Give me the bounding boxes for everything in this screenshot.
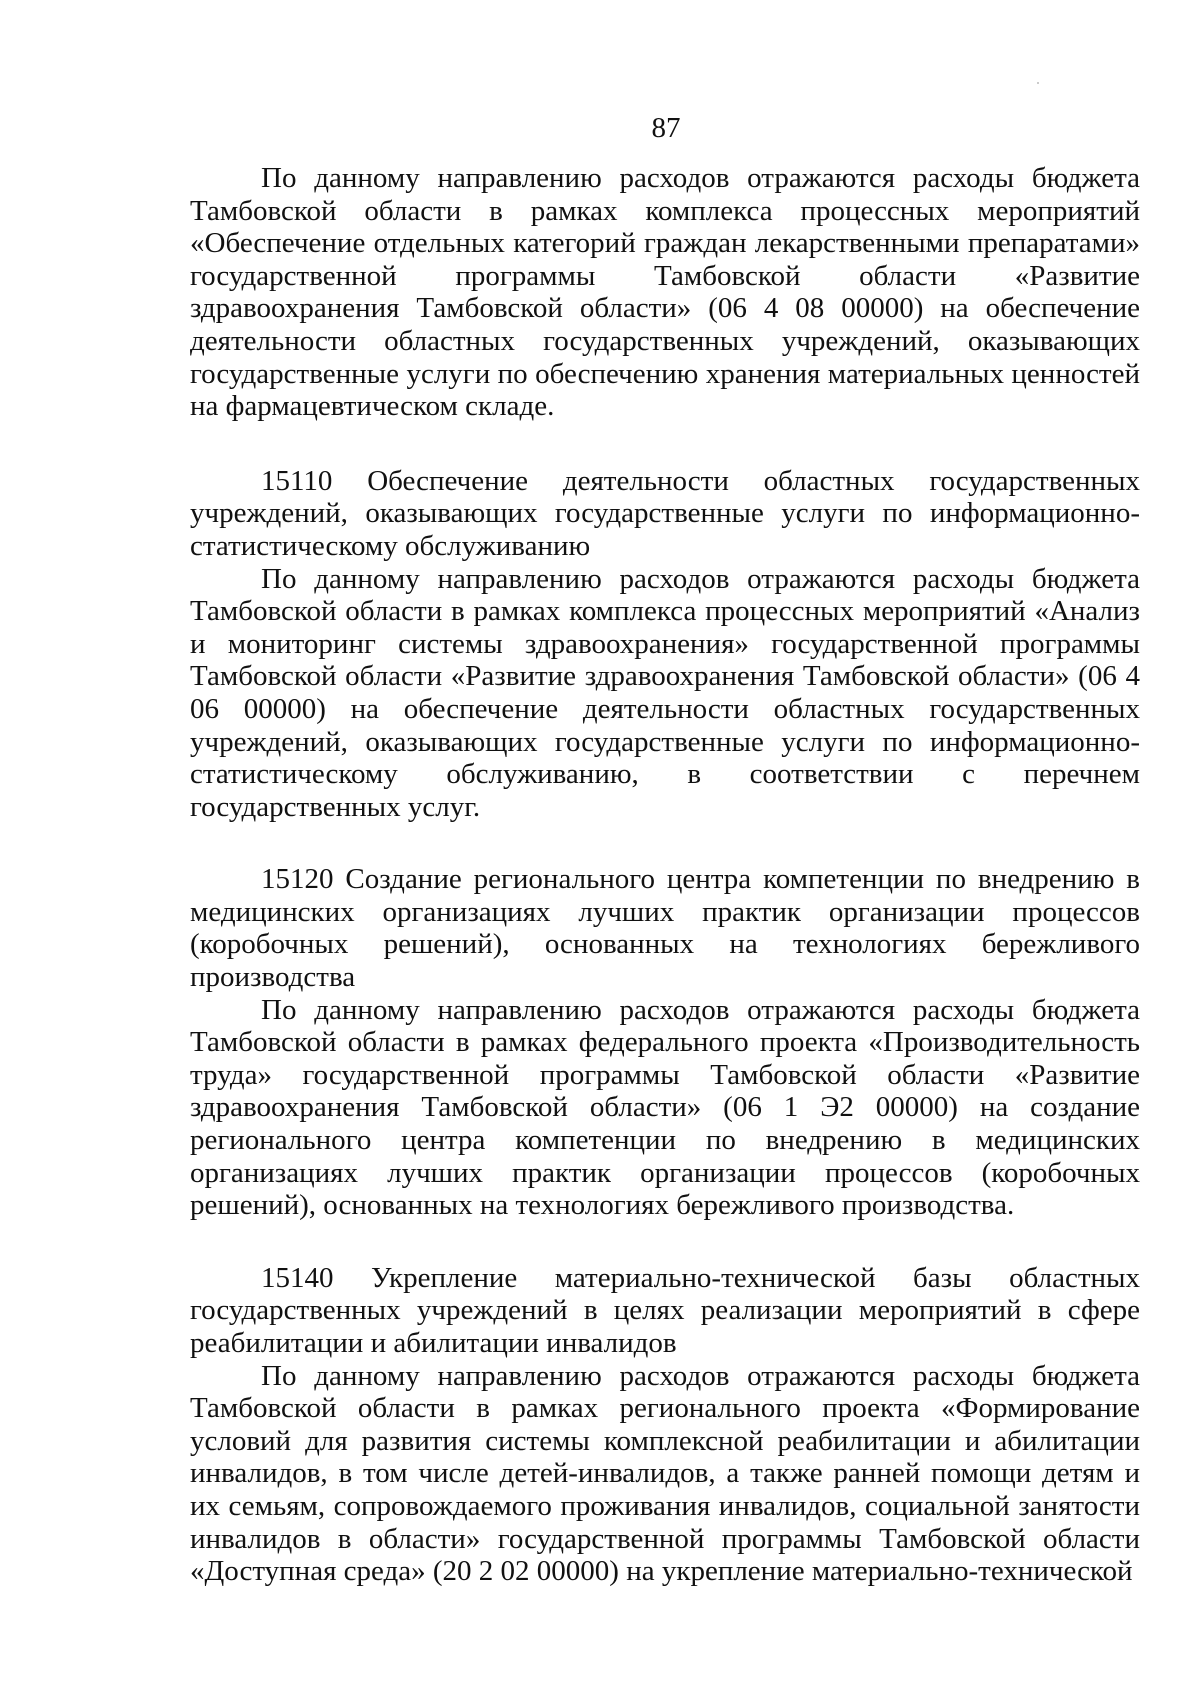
scan-speck [1037, 82, 1039, 84]
section-heading-15120: 15120 Создание регионального центра компетенции по внедрению в медицинских организациях лучших практик организации процессов (коробочных решений), основанных на технологиях бережливого производства [190, 863, 1140, 994]
paragraph-15140-description: По данному направлению расходов отражаются расходы бюджета Тамбовской области в рамках регионального проекта «Формирование условий для развития системы комплексной реабилитации и абилитации инвалидов, в том числе детей-инвалидов, а также ранней помощи детям и их семьям, сопровождаемого проживания инвалидов, социальной занятости инвалидов в области» государственной программы Тамбовской области «Доступная среда» (20 2 02 00000) на укрепление материально-технической [190, 1359, 1140, 1588]
section-heading-15110: 15110 Обеспечение деятельности областных государственных учреждений, оказывающих государственные услуги по информационно-статистическому обслуживанию [190, 464, 1140, 562]
section-heading-15140: 15140 Укрепление материально-технической базы областных государственных учреждений в целях реализации мероприятий в сфере реабилитации и абилитации инвалидов [190, 1261, 1140, 1359]
paragraph-15110-description: По данному направлению расходов отражаются расходы бюджета Тамбовской области в рамках комплекса процессных мероприятий «Анализ и мониторинг системы здравоохранения» государственной программы Тамбовской области «Развитие здравоохранения Тамбовской области» (06 4 06 00000) на обеспечение деятельности областных государственных учреждений, оказывающих государственные услуги по информационно-статистическому обслуживанию, в соответствии с перечнем государственных услуг. [190, 562, 1140, 823]
document-body [190, 162, 1140, 1588]
paragraph-15120-description: По данному направлению расходов отражаются расходы бюджета Тамбовской области в рамках федерального проекта «Производительность труда» государственной программы Тамбовской области «Развитие здравоохранения Тамбовской области» (06 1 Э2 00000) на создание регионального центра компетенции по внедрению в медицинских организациях лучших практик организации процессов (коробочных решений), основанных на технологиях бережливого производства. [190, 993, 1140, 1222]
page-number: 87 [651, 112, 681, 144]
paragraph-15100-description: По данному направлению расходов отражаются расходы бюджета Тамбовской области в рамках комплекса процессных мероприятий «Обеспечение отдельных категорий граждан лекарственными препаратами» государственной программы Тамбовской области «Развитие здравоохранения Тамбовской области» (06 4 08 00000) на обеспечение деятельности областных государственных учреждений, оказывающих государственные услуги по обеспечению хранения материальных ценностей на фармацевтическом складе. [190, 162, 1140, 423]
